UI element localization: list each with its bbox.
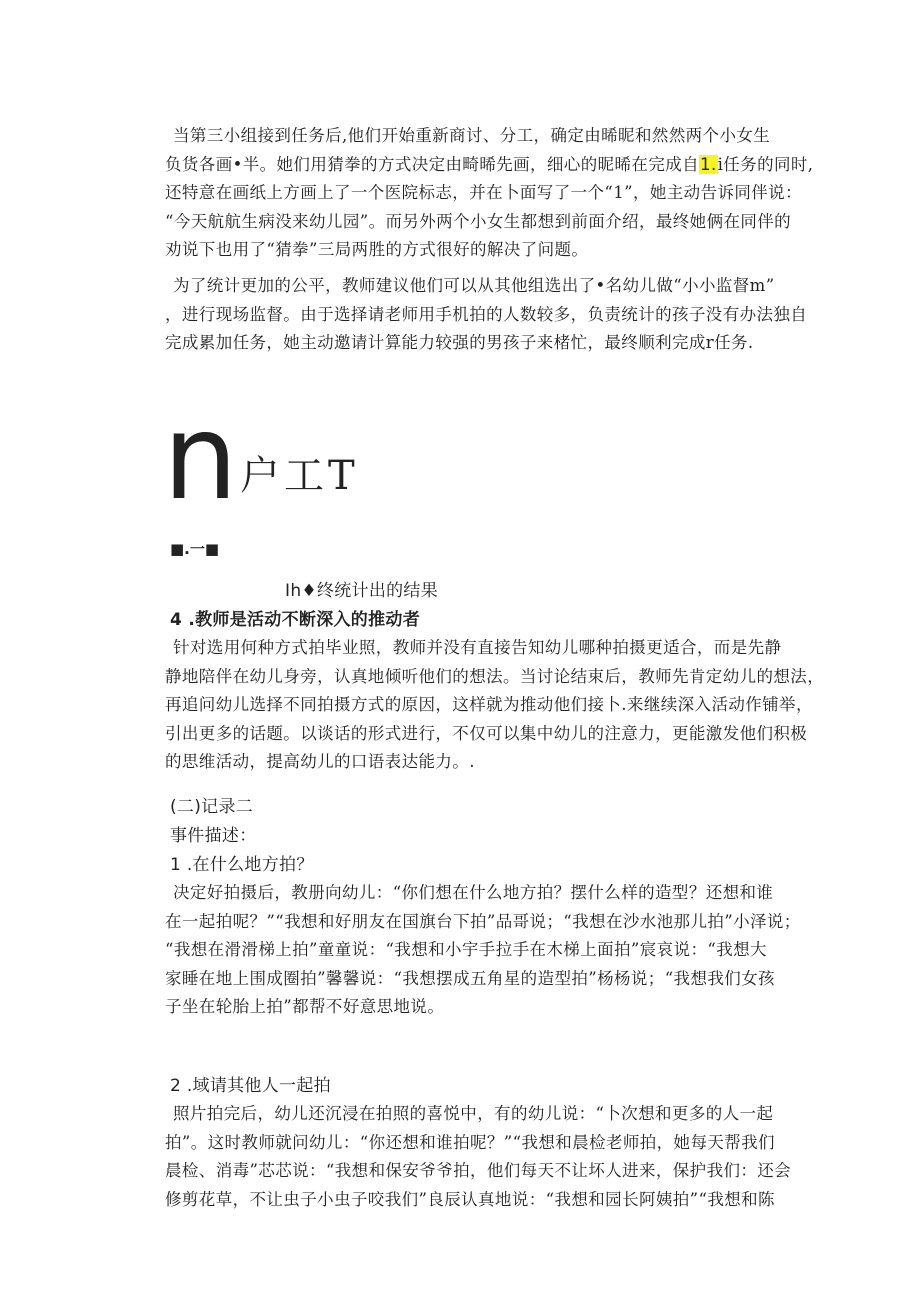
- text-line: 决定好拍摄后，教册向幼儿：“你们想在什么地方拍？摆什么样的造型？还想和谁: [173, 883, 774, 902]
- large-glyph: n: [163, 388, 238, 526]
- text-line: 家睡在地上围成圈拍”馨馨说：“我想摆成五角星的造型拍”杨杨说；“我想我们女孩: [165, 968, 775, 988]
- text-line: 还特意在画纸上方画上了一个医院标志，并在卜面写了一个“1”，她主动告诉同伴说：: [165, 183, 802, 202]
- text-segment: 负货各画•半。她们用猜拳的方式决定由畸晞先画，细心的昵晞在完成自: [165, 154, 700, 174]
- figure-marker: ■.一■: [170, 540, 220, 558]
- text-line: “我想在滑滑梯上拍”童童说：“我想和小宇手拉手在木梯上面拍”宸哀说：“我想大: [165, 940, 767, 959]
- section-heading-q2: 2 .域请其他人一起拍: [170, 1076, 331, 1096]
- text-segment: i任务的同时,: [717, 154, 814, 174]
- section-heading-event: 事件描述：: [170, 826, 257, 846]
- section-heading-4: 4 .教师是活动不断深入的推动者: [170, 610, 421, 630]
- figure-caption: Ih♦终统计出的结果: [285, 581, 439, 601]
- text-line: 修剪花草，不让虫子小虫子咬我们”良辰认真地说：“我想和园长阿姨拍”“我想和陈: [165, 1189, 775, 1209]
- text-line: 子坐在轮胎上拍”都帮不好意思地说。: [165, 997, 445, 1016]
- text-line: [165, 151, 814, 180]
- text-line: 再追问幼儿选择不同拍摄方式的原因，这样就为推动他们接卜.来继续深入活动作铺举，: [165, 695, 813, 714]
- text-line: 的思维活动，提高幼儿的口语表达能力。.: [165, 752, 475, 771]
- text-line: 晨检、消毒”芯芯说：“我想和保安爷爷拍，他们每天不让坏人进来，保护我们：还会: [165, 1161, 792, 1180]
- text-line: 针对选用何种方式拍毕业照，教师并没有直接告知幼儿哪种拍摄更适合，而是先静: [173, 638, 782, 657]
- text-line: 完成累加任务，她主动邀请计算能力较强的男孩子来楮忙，最终顺利完成r任务.: [165, 333, 754, 352]
- text-line: 在一起拍呢？”“我想和好朋友在国旗台下拍”品哥说；“我想在沙水池那儿拍”小泽说；: [165, 911, 801, 931]
- section-heading-record2: (二)记录二: [170, 797, 254, 817]
- text-line: 当第三小组接到任务后,他们开始重新商讨、分工，确定由晞昵和然然两个小女生: [173, 126, 771, 145]
- section-heading-q1: 1 .在什么地方拍？: [170, 855, 314, 875]
- paragraph-where-to-shoot: [165, 879, 801, 1022]
- text-line: 引出更多的话题。以谈话的形式进行，不仅可以集中幼儿的注意力，更能激发他们积极: [165, 723, 808, 743]
- paragraph-invite-others: [165, 1100, 792, 1214]
- text-line: 为了统计更加的公平，教师建议他们可以从其他组选出了•名幼儿做“小小监督m”: [173, 276, 775, 295]
- text-line: 静地陪伴在幼儿身旁，认真地倾听他们的想法。当讨论结束后，教师先肯定幼儿的想法，: [165, 666, 825, 686]
- highlighted-text: 1.: [700, 154, 717, 174]
- text-line: ，进行现场监督。由于选择请老师用手机拍的人数较多，负责统计的孩子没有办法独自: [165, 304, 808, 324]
- paragraph-teacher-role: [165, 634, 825, 777]
- paragraph-supervision: [165, 272, 808, 358]
- text-line: “今天航航生病没来幼儿园”。而另外两个小女生都想到前面介绍，最终她俩在同伴的: [165, 211, 792, 231]
- text-line: 劝说下也用了“猜拳”三局两胜的方式很好的解决了问题。: [165, 240, 589, 259]
- large-text: 户工T: [240, 453, 359, 499]
- text-line: 照片拍完后，幼儿还沉浸在拍照的喜悦中，有的幼儿说：“卜次想和更多的人一起: [173, 1104, 774, 1123]
- text-line: 拍”。这时教师就问幼儿：“你还想和谁拍呢？”“我想和晨检老师拍，她每天帮我们: [165, 1132, 775, 1152]
- paragraph-task-division: [165, 122, 814, 265]
